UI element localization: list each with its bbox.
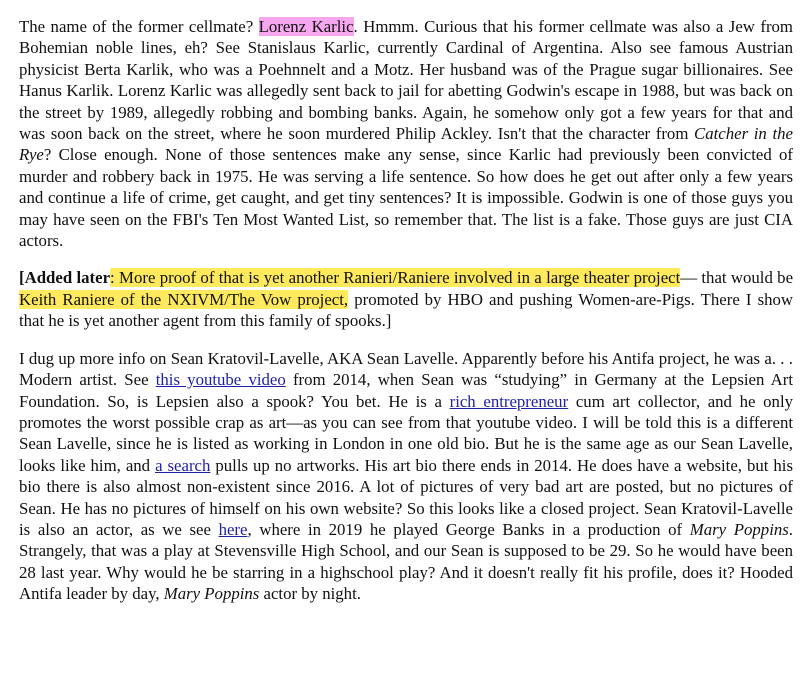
here-link[interactable]: here bbox=[218, 519, 248, 539]
paragraph-gap bbox=[19, 251, 793, 267]
paragraph-gap bbox=[19, 332, 793, 348]
p3-text-5: , where in 2019 he played George Banks in a production of bbox=[247, 519, 690, 539]
p3-text-4: pulls up no artworks. His art bio there ends in 2014. He does have a website, but his bio there is also almost non-existent since 2016. A lot of pictures of very bad art are posted, but no pictures of Sean. He has no pictures of himself on his own website? So this looks like a closed project. Sean Kratovil-Lavelle is also an actor, as we see bbox=[19, 455, 793, 539]
highlight-raniere: Keith Raniere of the NXIVM/The Vow project, bbox=[19, 289, 349, 309]
p1-text-2: . Hmmm. Curious that his former cellmate was also a Jew from Bohemian noble lines, eh? See Stanislaus Karlic, currently Cardinal of Argentina. Also see famous Austrian physicist Berta Karlik, who was a Poehnnelt and a Motz. Her husband was of the Prague sugar billionaires. See Hanus Karlik. Lorenz Karlic was allegedly sent back to jail for abetting Godwin's escape in 1988, but was back on the street by 1989, allegedly robbing and bombing banks. Again, he somehow only got a few years for that and was soon back on the street, where he soon murdered Philip Ackley. Isn't that the character from bbox=[19, 17, 793, 144]
youtube-video-link[interactable]: this youtube video bbox=[155, 370, 286, 390]
p3-text-6: . Strangely, that was a play at Stevensville High School, and our Sean is supposed to be 29. So he would have been 28 last year. Why would he be starring in a highschool play? And it doesn't really fit his profile, does it? Hooded Antifa leader by day, bbox=[19, 519, 793, 604]
p3-text-1: I dug up more info on Sean Kratovil-Lavelle, AKA Sean Lavelle. Apparently before his Antifa project, he was a. . . Modern artist. See bbox=[19, 348, 793, 390]
p3-text-2: from 2014, when Sean was “studying” in Germany at the Lepsien Art Foundation. So, is Lepsien also a spook? You bet. He is a bbox=[19, 370, 793, 411]
paragraph-lavelle bbox=[19, 348, 793, 605]
p1-text-1: The name of the former cellmate? bbox=[19, 17, 259, 36]
play-title-2: Mary Poppins bbox=[163, 584, 260, 604]
search-link[interactable]: a search bbox=[155, 455, 211, 475]
paragraph-added-later bbox=[19, 267, 793, 331]
highlighted-name: Lorenz Karlic bbox=[258, 17, 354, 36]
rich-entrepreneur-link[interactable]: rich entrepreneur bbox=[449, 391, 569, 411]
p3-text-7: actor by night. bbox=[259, 584, 361, 604]
p2-text-1: — that would be bbox=[680, 268, 794, 288]
play-title: Mary Poppins bbox=[689, 519, 789, 539]
p2-text-2: promoted by HBO and pushing Women-are-Pigs. There I show that he is yet another agent from this family of spooks.] bbox=[19, 289, 793, 331]
highlight-theater-project: : More proof of that is yet another Ranieri/Raniere involved in a large theater project bbox=[110, 268, 681, 288]
added-later-label: [Added later bbox=[19, 268, 111, 288]
book-title: Catcher in the Rye bbox=[19, 124, 793, 165]
paragraph-karlic bbox=[19, 16, 793, 251]
p1-text-3: ? Close enough. None of those sentences make any sense, since Karlic had previously been convicted of murder and robbery back in 1975. He was serving a life sentence. So how does he get out after only a few years and continue a life of crime, get caught, and get tiny sentences? It is impossible. Godwin is one of those guys you may have seen on the FBI's Ten Most Wanted List, so remember that. The list is a fake. Those guys are just CIA actors. bbox=[19, 145, 793, 251]
p3-text-3: cum art collector, and he only promotes the worst possible crap as art—as you can see from that youtube video. I will be told this is a different Sean Lavelle, since he is listed as working in London in one old bio. But he is the same age as our Sean Lavelle, looks like him, and bbox=[19, 391, 793, 475]
